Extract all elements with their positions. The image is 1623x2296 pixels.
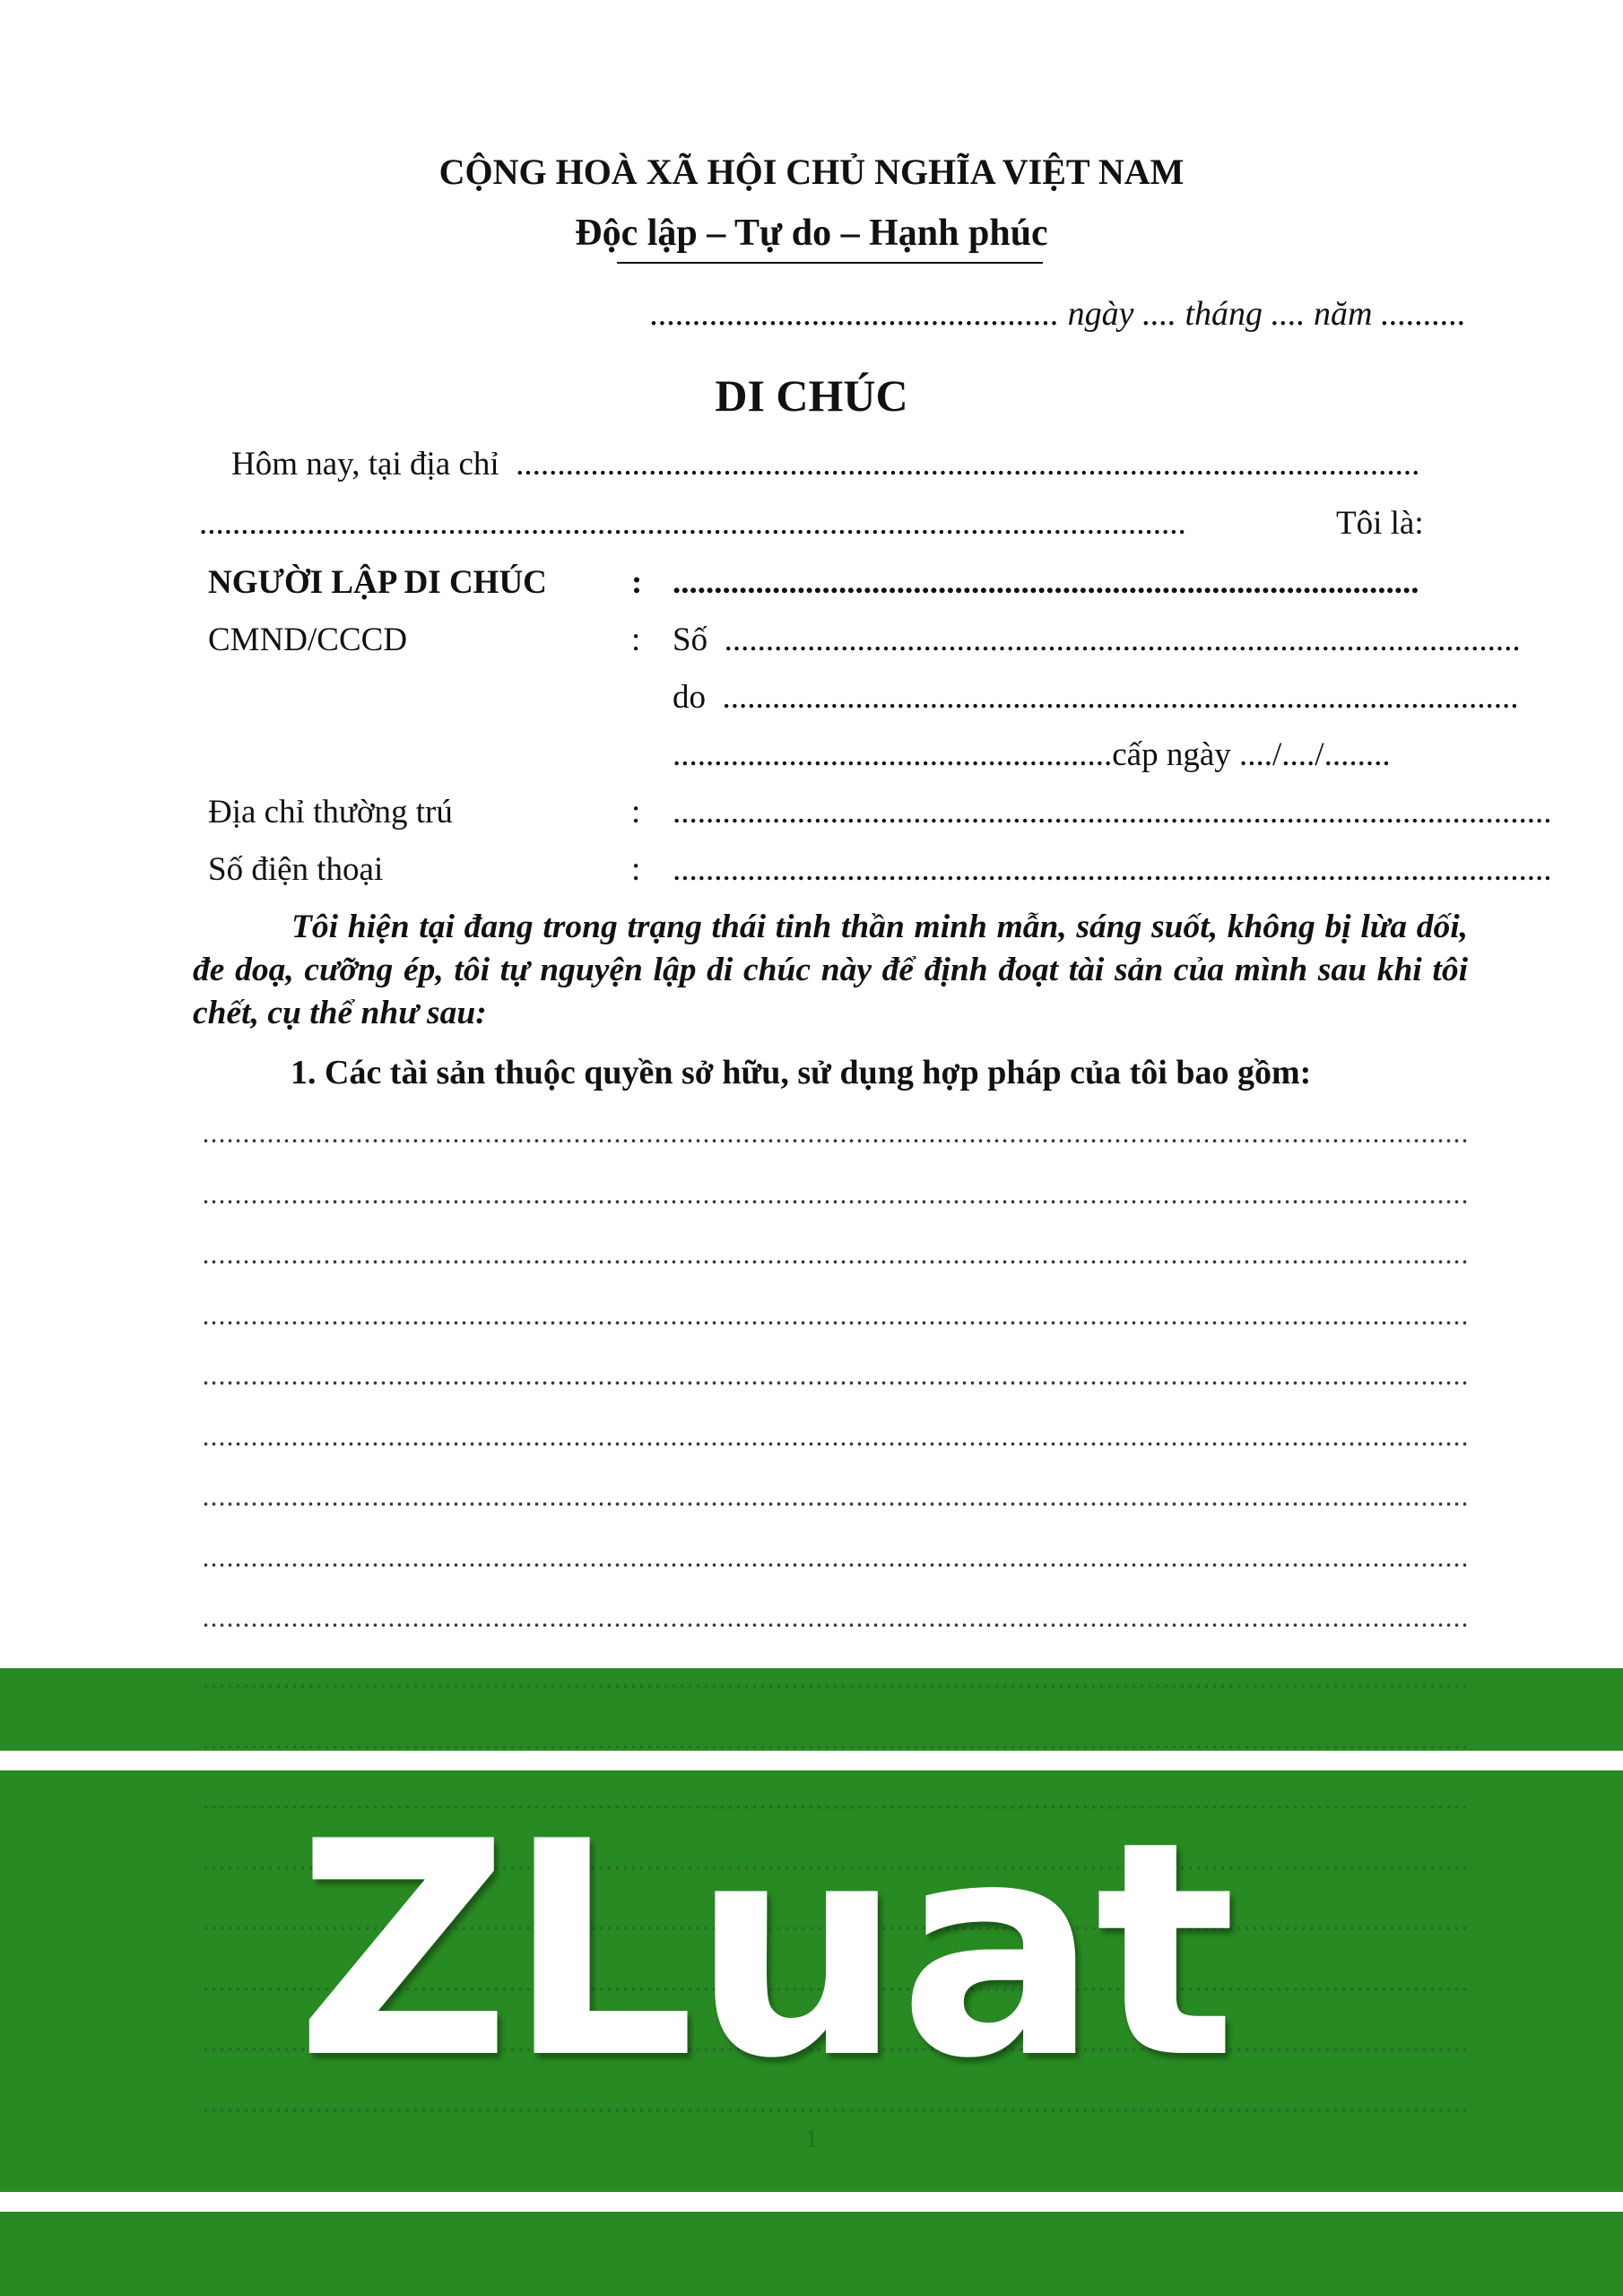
address-colon: :	[631, 794, 641, 831]
issued-by-line: do ................................................................................................	[673, 679, 1519, 716]
motto-underline	[617, 262, 1043, 264]
testator-colon: :	[631, 564, 643, 601]
watermark-band-top	[0, 1668, 1623, 1751]
testator-label: NGƯỜI LẬP DI CHÚC	[208, 564, 547, 601]
dotted-fill-line	[202, 1623, 1468, 1627]
phone-colon: :	[631, 851, 641, 888]
national-title: CỘNG HOÀ XÃ HỘI CHỦ NGHĨA VIỆT NAM	[438, 152, 1185, 192]
national-motto: Độc lập – Tự do – Hạnh phúc	[575, 213, 1048, 254]
address-value: ..........................................................................................................	[673, 794, 1552, 831]
phone-label: Số điện thoại	[208, 851, 384, 888]
dotted-fill-line	[202, 1321, 1468, 1325]
dotted-fill-line	[202, 1200, 1468, 1204]
address-label: Địa chỉ thường trú	[208, 794, 453, 831]
dotted-fill-line	[202, 1502, 1468, 1506]
dotted-fill-line	[202, 1139, 1468, 1143]
intro-address-label: Hôm nay, tại địa chỉ	[231, 446, 499, 483]
id-label: CMND/CCCD	[208, 622, 408, 658]
testator-value: ..........................................................................................	[673, 564, 1419, 601]
issued-date-line: .....................................................cấp ngày ..../..../........	[673, 736, 1391, 773]
section-1-heading: 1. Các tài sản thuộc quyền sở hữu, sử dụng hợp pháp của tôi bao gồm:	[291, 1054, 1312, 1091]
id-number-prefix: Số	[673, 622, 708, 658]
intro-continuation-line: .......................................................................................................................	[199, 505, 1186, 542]
issued-date-text: cấp ngày ..../..../........	[1112, 736, 1391, 773]
id-number-line: Số ................................................................................................	[673, 622, 1521, 658]
intro-toi-la: Tôi là:	[1334, 504, 1424, 544]
dotted-fill-line	[202, 1381, 1468, 1385]
dotted-fill-line	[202, 1442, 1468, 1446]
dotted-fill-line	[202, 1563, 1468, 1567]
phone-value: ..........................................................................................................	[673, 851, 1552, 888]
dotted-fill-line	[202, 1260, 1468, 1264]
zluat-logo: ZLuat	[296, 1779, 1233, 2123]
declaration-paragraph: Tôi hiện tại đang trong trạng thái tinh thần minh mẫn, sáng suốt, không bị lừa dối, đe doạ, cưỡng ép, tôi tự nguyện lập di chúc này để định đoạt tài sản của mình sau khi tôi chết, cụ thể như sau:	[193, 909, 1468, 1031]
page-number: 1	[805, 2126, 818, 2153]
document-title: DI CHÚC	[715, 370, 908, 421]
watermark-band-bottom	[0, 2212, 1623, 2296]
issued-by-prefix: do	[673, 679, 706, 716]
dotted-fill-line	[202, 1745, 1468, 1749]
intro-address-line: Hôm nay, tại địa chỉ .............................................................................................................	[231, 446, 1420, 483]
date-line: ................................................ ngày .... tháng .... năm ..........	[650, 295, 1466, 333]
id-colon: :	[631, 622, 641, 658]
dotted-fill-line	[202, 1684, 1468, 1688]
